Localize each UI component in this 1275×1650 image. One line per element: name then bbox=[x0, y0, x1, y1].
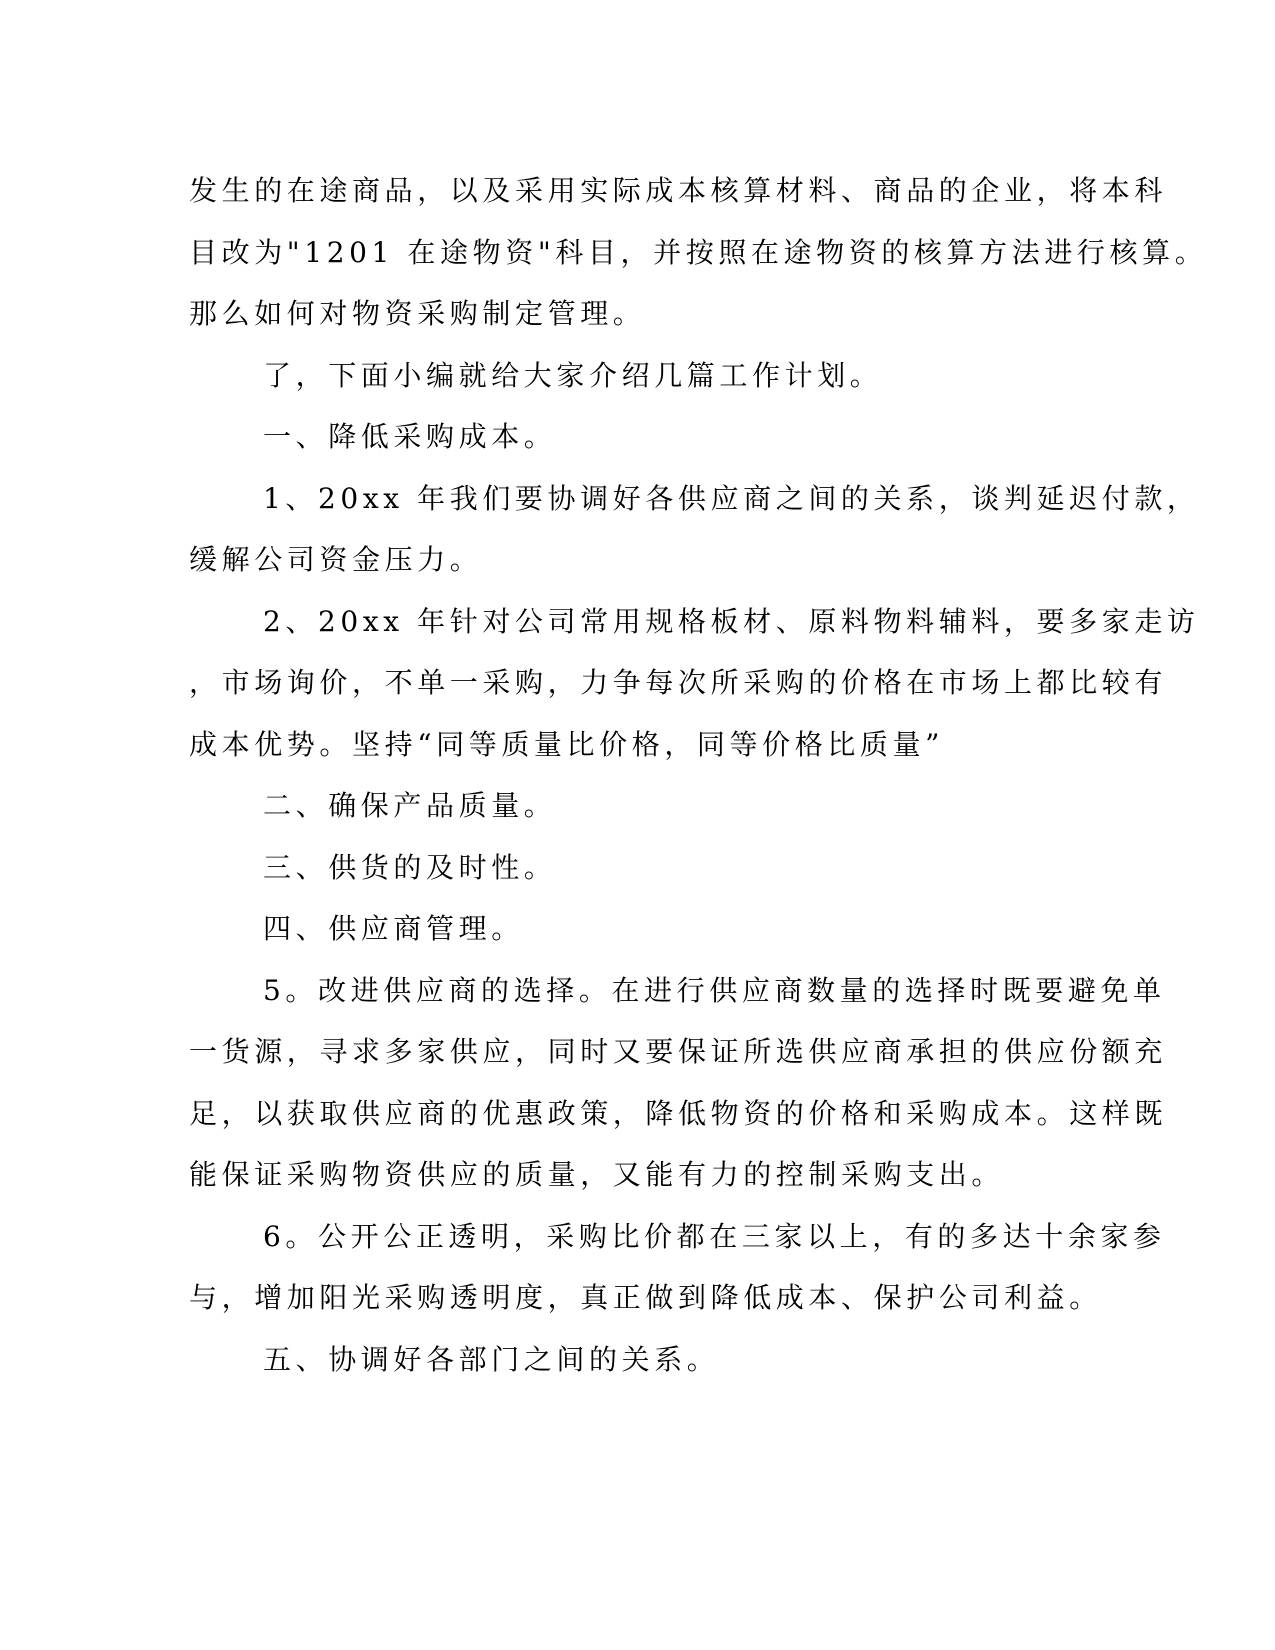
section-heading: 三、供货的及时性。 bbox=[263, 850, 557, 884]
text-line: ，市场询价，不单一采购，力争每次所采购的价格在市场上都比较有 bbox=[189, 666, 1168, 699]
text-line: 足，以获取供应商的优惠政策，降低物资的价格和采购成本。这样既 bbox=[189, 1096, 1168, 1130]
text-line: 6。公开公正透明，采购比价都在三家以上，有的多达十余家参 bbox=[263, 1219, 1166, 1253]
text-line: 成本优势。坚持“同等质量比价格，同等价格比质量” bbox=[189, 727, 945, 761]
text-line: 了，下面小编就给大家介绍几篇工作计划。 bbox=[263, 358, 883, 392]
document-body bbox=[189, 160, 1208, 1390]
section-heading: 一、降低采购成本。 bbox=[263, 420, 557, 453]
section-heading: 四、供应商管理。 bbox=[263, 912, 524, 945]
text-line: 能保证采购物资供应的质量，又能有力的控制采购支出。 bbox=[189, 1158, 1005, 1191]
text-line: 5。改进供应商的选择。在进行供应商数量的选择时既要避免单 bbox=[263, 973, 1166, 1007]
section-heading: 五、协调好各部门之间的关系。 bbox=[263, 1342, 720, 1376]
text-line: 与，增加阳光采购透明度，真正做到降低成本、保护公司利益。 bbox=[189, 1281, 1102, 1314]
text-line: 一货源，寻求多家供应，同时又要保证所选供应商承担的供应份额充 bbox=[189, 1035, 1168, 1068]
text-line: 那么如何对物资采购制定管理。 bbox=[189, 297, 646, 330]
text-line: 缓解公司资金压力。 bbox=[189, 543, 483, 576]
text-line: 1、20xx 年我们要协调好各供应商之间的关系，谈判延迟付款， bbox=[263, 481, 1200, 515]
section-heading: 二、确保产品质量。 bbox=[263, 789, 557, 822]
text-line: 目改为"1201 在途物资"科目，并按照在途物资的核算方法进行核算。 bbox=[189, 235, 1208, 269]
text-line: 2、20xx 年针对公司常用规格板材、原料物料辅料，要多家走访 bbox=[263, 604, 1200, 638]
text-line: 发生的在途商品，以及采用实际成本核算材料、商品的企业，将本科 bbox=[189, 174, 1168, 207]
